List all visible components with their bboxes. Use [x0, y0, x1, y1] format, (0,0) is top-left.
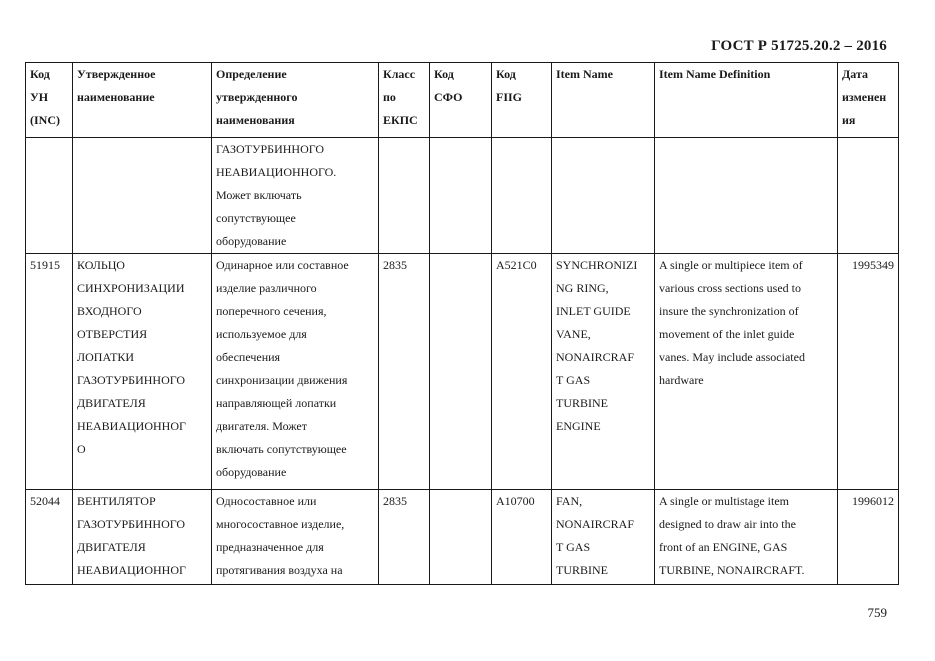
text-line: ДВИГАТЕЛЯ — [77, 540, 146, 554]
text-line: многосоставное изделие, — [216, 517, 345, 531]
text-line: ия — [842, 113, 856, 127]
text-line: TURBINE, NONAIRCRAFT. — [659, 563, 805, 577]
text-line: утвержденного — [216, 90, 298, 104]
items-table — [25, 62, 899, 585]
text-line: направляющей лопатки — [216, 396, 337, 410]
table-header-row — [26, 63, 899, 138]
text-line: Одинарное или составное — [216, 258, 349, 272]
cell-item-name — [552, 254, 655, 490]
text-line: НЕАВИАЦИОННОГО. — [216, 165, 337, 179]
text-line: изменен — [842, 90, 887, 104]
text-line: FAN, — [556, 494, 583, 508]
text-line: наименования — [216, 113, 295, 127]
text-line: ГАЗОТУРБИННОГО — [216, 142, 325, 156]
text-line: СФО — [434, 90, 463, 104]
text-line: A single or multistage item — [659, 494, 789, 508]
column-header-approved-name — [73, 63, 212, 138]
cell-item-name-definition — [655, 138, 838, 254]
text-line: ГАЗОТУРБИННОГО — [77, 517, 186, 531]
text-line: INLET GUIDE — [556, 304, 631, 318]
text-line: ЛОПАТКИ — [77, 350, 135, 364]
cell-fiig — [492, 138, 552, 254]
text-line: НЕАВИАЦИОННОГ — [77, 419, 186, 433]
text-line: используемое для — [216, 327, 307, 341]
cell-approved-name — [73, 138, 212, 254]
text-line: Определение — [216, 67, 287, 81]
text-line: синхронизации движения — [216, 373, 348, 387]
text-line: НЕАВИАЦИОННОГ — [77, 563, 186, 577]
text-line: Код — [434, 67, 454, 81]
text-line: предназначенное для — [216, 540, 324, 554]
cell-definition — [212, 490, 379, 585]
table-row — [26, 254, 899, 490]
column-header-inc — [26, 63, 73, 138]
text-line: (INC) — [30, 113, 60, 127]
text-line: ВЕНТИЛЯТОР — [77, 494, 156, 508]
text-line: сопутствующее — [216, 211, 296, 225]
text-line: обеспечения — [216, 350, 281, 364]
column-header-fiig — [492, 63, 552, 138]
text-line: Может включать — [216, 188, 302, 202]
text-line: по — [383, 90, 396, 104]
text-line: ГАЗОТУРБИННОГО — [77, 373, 186, 387]
cell-sfo — [430, 490, 492, 585]
cell-date: 1995349 — [838, 254, 899, 490]
text-line: О — [77, 442, 86, 456]
text-line: TURBINE — [556, 396, 608, 410]
cell-approved-name — [73, 490, 212, 585]
text-line: Item Name — [556, 67, 613, 81]
column-header-class — [379, 63, 430, 138]
text-line: Дата — [842, 67, 868, 81]
text-line: Код — [496, 67, 516, 81]
page-number: 759 — [867, 605, 887, 620]
text-line: оборудование — [216, 465, 287, 479]
cell-date: 1996012 — [838, 490, 899, 585]
text-line: NONAIRCRAF — [556, 517, 635, 531]
text-line: протягивания воздуха на — [216, 563, 343, 577]
cell-inc: 51915 — [26, 254, 73, 490]
text-line: A single or multipiece item of — [659, 258, 803, 272]
cell-item-name — [552, 138, 655, 254]
text-line: NONAIRCRAF — [556, 350, 635, 364]
cell-approved-name — [73, 254, 212, 490]
text-line: vanes. May include associated — [659, 350, 805, 364]
text-line: SYNCHRONIZI — [556, 258, 638, 272]
table-row-continuation — [26, 138, 899, 254]
text-line: КОЛЬЦО — [77, 258, 125, 272]
text-line: TURBINE — [556, 563, 608, 577]
text-line: ДВИГАТЕЛЯ — [77, 396, 146, 410]
text-line: Односоставное или — [216, 494, 317, 508]
text-line: изделие различного — [216, 281, 317, 295]
text-line: ЕКПС — [383, 113, 418, 127]
text-line: front of an ENGINE, GAS — [659, 540, 788, 554]
text-line: hardware — [659, 373, 704, 387]
text-line: Класс — [383, 67, 416, 81]
text-line: insure the synchronization of — [659, 304, 799, 318]
column-header-item-name-definition — [655, 63, 838, 138]
cell-fiig: A521C0 — [492, 254, 552, 490]
text-line: наименование — [77, 90, 155, 104]
text-line: УН — [30, 90, 49, 104]
text-line: поперечного сечения, — [216, 304, 327, 318]
cell-definition — [212, 254, 379, 490]
cell-item-name-definition — [655, 490, 838, 585]
text-line: Item Name Definition — [659, 67, 771, 81]
text-line: various cross sections used to — [659, 281, 801, 295]
cell-date — [838, 138, 899, 254]
column-header-date — [838, 63, 899, 138]
text-line: Код — [30, 67, 50, 81]
text-line: ВХОДНОГО — [77, 304, 142, 318]
text-line: T GAS — [556, 540, 591, 554]
text-line: включать сопутствующее — [216, 442, 347, 456]
text-line: СИНХРОНИЗАЦИИ — [77, 281, 185, 295]
text-line: VANE, — [556, 327, 591, 341]
cell-item-name-definition — [655, 254, 838, 490]
text-line: ENGINE — [556, 419, 601, 433]
text-line: оборудование — [216, 234, 287, 248]
text-line: T GAS — [556, 373, 591, 387]
column-header-sfo — [430, 63, 492, 138]
cell-sfo — [430, 254, 492, 490]
text-line: designed to draw air into the — [659, 517, 796, 531]
cell-inc: 52044 — [26, 490, 73, 585]
cell-item-name — [552, 490, 655, 585]
cell-definition — [212, 138, 379, 254]
cell-class: 2835 — [379, 254, 430, 490]
text-line: movement of the inlet guide — [659, 327, 795, 341]
cell-class — [379, 138, 430, 254]
column-header-definition — [212, 63, 379, 138]
cell-class: 2835 — [379, 490, 430, 585]
text-line: NG RING, — [556, 281, 609, 295]
cell-fiig: A10700 — [492, 490, 552, 585]
text-line: FIIG — [496, 90, 523, 104]
text-line: двигателя. Может — [216, 419, 307, 433]
cell-inc — [26, 138, 73, 254]
column-header-item-name — [552, 63, 655, 138]
table-row — [26, 490, 899, 585]
cell-sfo — [430, 138, 492, 254]
document-header-title: ГОСТ Р 51725.20.2 – 2016 — [711, 38, 887, 54]
text-line: ОТВЕРСТИЯ — [77, 327, 148, 341]
text-line: Утвержденное — [77, 67, 156, 81]
